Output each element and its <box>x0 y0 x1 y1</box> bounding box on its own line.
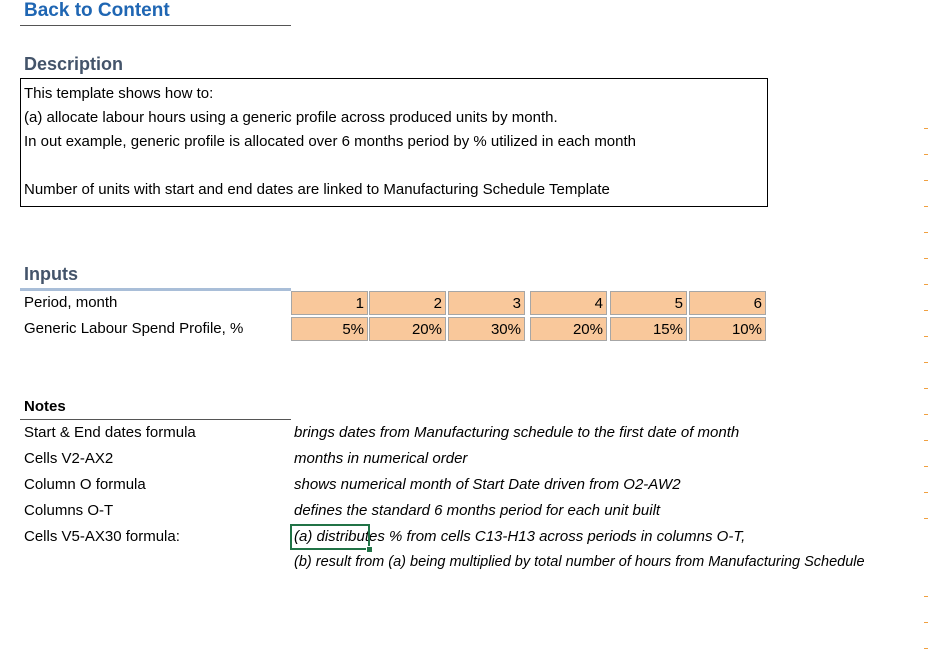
profile-cell-2[interactable]: 20% <box>369 317 446 341</box>
page-break-mark <box>924 180 928 181</box>
back-to-content-link[interactable]: Back to Content <box>24 0 170 21</box>
profile-cell-6[interactable]: 10% <box>689 317 766 341</box>
page-break-mark <box>924 154 928 155</box>
page-break-mark <box>924 336 928 337</box>
note-text-5: (a) distributes % from cells C13-H13 across periods in columns O-T, <box>294 528 746 545</box>
note-text-6: (b) result from (a) being multiplied by total number of hours from Manufacturing Schedule <box>294 554 865 570</box>
note-label-2: Cells V2-AX2 <box>24 450 114 467</box>
profile-cell-4[interactable]: 20% <box>530 317 607 341</box>
description-line-1: This template shows how to: <box>24 85 214 102</box>
page-break-mark <box>924 284 928 285</box>
page-break-mark <box>924 310 928 311</box>
note-label-5: Cells V5-AX30 formula: <box>24 528 180 545</box>
period-cell-1[interactable]: 1 <box>291 291 368 315</box>
note-text-4: defines the standard 6 months period for each unit built <box>294 502 661 519</box>
note-label-3: Column O formula <box>24 476 146 493</box>
description-line-2: (a) allocate labour hours using a generic profile across produced units by month. <box>24 109 558 126</box>
page-break-mark <box>924 466 928 467</box>
period-cell-4[interactable]: 4 <box>530 291 607 315</box>
notes-title: Notes <box>24 398 66 415</box>
profile-label: Generic Labour Spend Profile, % <box>24 320 244 337</box>
page-break-mark <box>924 414 928 415</box>
page-break-mark <box>924 648 928 649</box>
page-break-mark <box>924 388 928 389</box>
notes-underline <box>20 419 291 420</box>
page-break-mark <box>924 440 928 441</box>
description-line-3: In out example, generic profile is allocated over 6 months period by % utilized in each month <box>24 133 637 150</box>
profile-cell-5[interactable]: 15% <box>610 317 687 341</box>
period-cell-6[interactable]: 6 <box>689 291 766 315</box>
period-cell-2[interactable]: 2 <box>369 291 446 315</box>
page-break-mark <box>924 232 928 233</box>
page-break-mark <box>924 206 928 207</box>
period-label: Period, month <box>24 294 118 311</box>
page-break-mark <box>924 492 928 493</box>
page-break-mark <box>924 596 928 597</box>
note-text-2: months in numerical order <box>294 450 468 467</box>
active-cell-selection[interactable] <box>290 524 370 550</box>
note-label-4: Columns O-T <box>24 502 114 519</box>
period-cell-5[interactable]: 5 <box>610 291 687 315</box>
note-text-1: brings dates from Manufacturing schedule to the first date of month <box>294 424 740 441</box>
period-cell-3[interactable]: 3 <box>448 291 525 315</box>
page-break-mark <box>924 622 928 623</box>
page-break-mark <box>924 362 928 363</box>
note-label-1: Start & End dates formula <box>24 424 196 441</box>
note-text-3: shows numerical month of Start Date driven from O2-AW2 <box>294 476 681 493</box>
inputs-title: Inputs <box>24 264 78 284</box>
profile-cell-3[interactable]: 30% <box>448 317 525 341</box>
page-break-mark <box>924 518 928 519</box>
page-break-mark <box>924 258 928 259</box>
inputs-underline <box>20 288 291 291</box>
page-break-mark <box>924 128 928 129</box>
profile-cell-1[interactable]: 5% <box>291 317 368 341</box>
fill-handle[interactable] <box>366 546 373 553</box>
back-link-underline <box>20 25 291 26</box>
description-line-5: Number of units with start and end dates are linked to Manufacturing Schedule Template <box>24 181 610 198</box>
description-title: Description <box>24 54 124 74</box>
